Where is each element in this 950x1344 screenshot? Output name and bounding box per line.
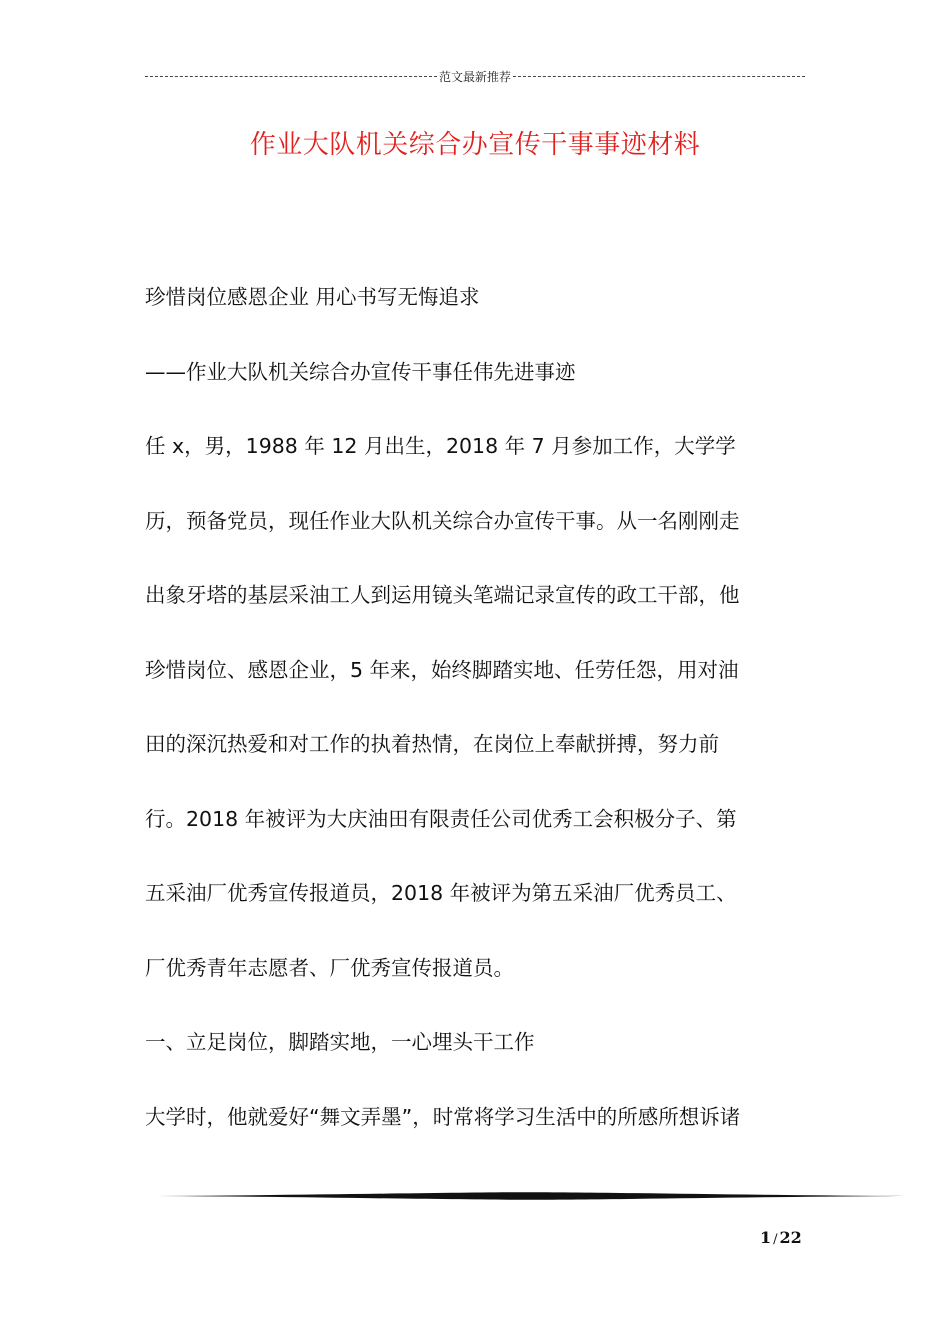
body-line: 出象牙塔的基层采油工人到运用镜头笔端记录宣传的政工干部，他 <box>145 583 740 607</box>
body-line: 历，预备党员，现任作业大队机关综合办宣传干事。从一名刚刚走 <box>145 508 740 533</box>
body-line: 厂优秀青年志愿者、厂优秀宣传报道员。 <box>145 955 514 980</box>
header-label: 范文最新推荐 <box>439 69 512 84</box>
document-body <box>145 280 795 1174</box>
body-line: 大学时，他就爱好“舞文弄墨”，时常将学习生活中的所感所想诉诸 <box>145 1104 741 1129</box>
page-header <box>145 64 805 88</box>
header-rule-right <box>513 76 805 77</box>
body-line: 珍惜岗位、感恩企业，5 年来，始终脚踏实地、任劳任怨，用对油 <box>145 657 739 682</box>
page-current: 1 <box>760 1228 772 1247</box>
body-line: 行。2018 年被评为大庆油田有限责任公司优秀工会积极分子、第 <box>145 806 737 831</box>
footer-divider <box>157 1192 905 1200</box>
body-line: 任 x，男，1988 年 12 月出生，2018 年 7 月参加工作，大学学 <box>145 434 736 458</box>
subtitle-line: ——作业大队机关综合办宣传干事任伟先进事迹 <box>145 359 576 384</box>
body-line: 五采油厂优秀宣传报道员，2018 年被评为第五采油厂优秀员工、 <box>145 881 737 905</box>
section-heading: 一、立足岗位，脚踏实地，一心埋头干工作 <box>145 1030 535 1054</box>
page-separator: / <box>773 1232 778 1247</box>
page-number <box>760 1228 802 1247</box>
document-title: 作业大队机关综合办宣传干事事迹材料 <box>249 130 701 160</box>
subtitle-line: 珍惜岗位感恩企业 用心书写无悔追求 <box>145 285 480 309</box>
page-total: 22 <box>779 1228 802 1247</box>
header-rule-left <box>145 76 437 77</box>
body-line: 田的深沉热爱和对工作的执着热情，在岗位上奉献拼搏，努力前 <box>145 732 719 756</box>
